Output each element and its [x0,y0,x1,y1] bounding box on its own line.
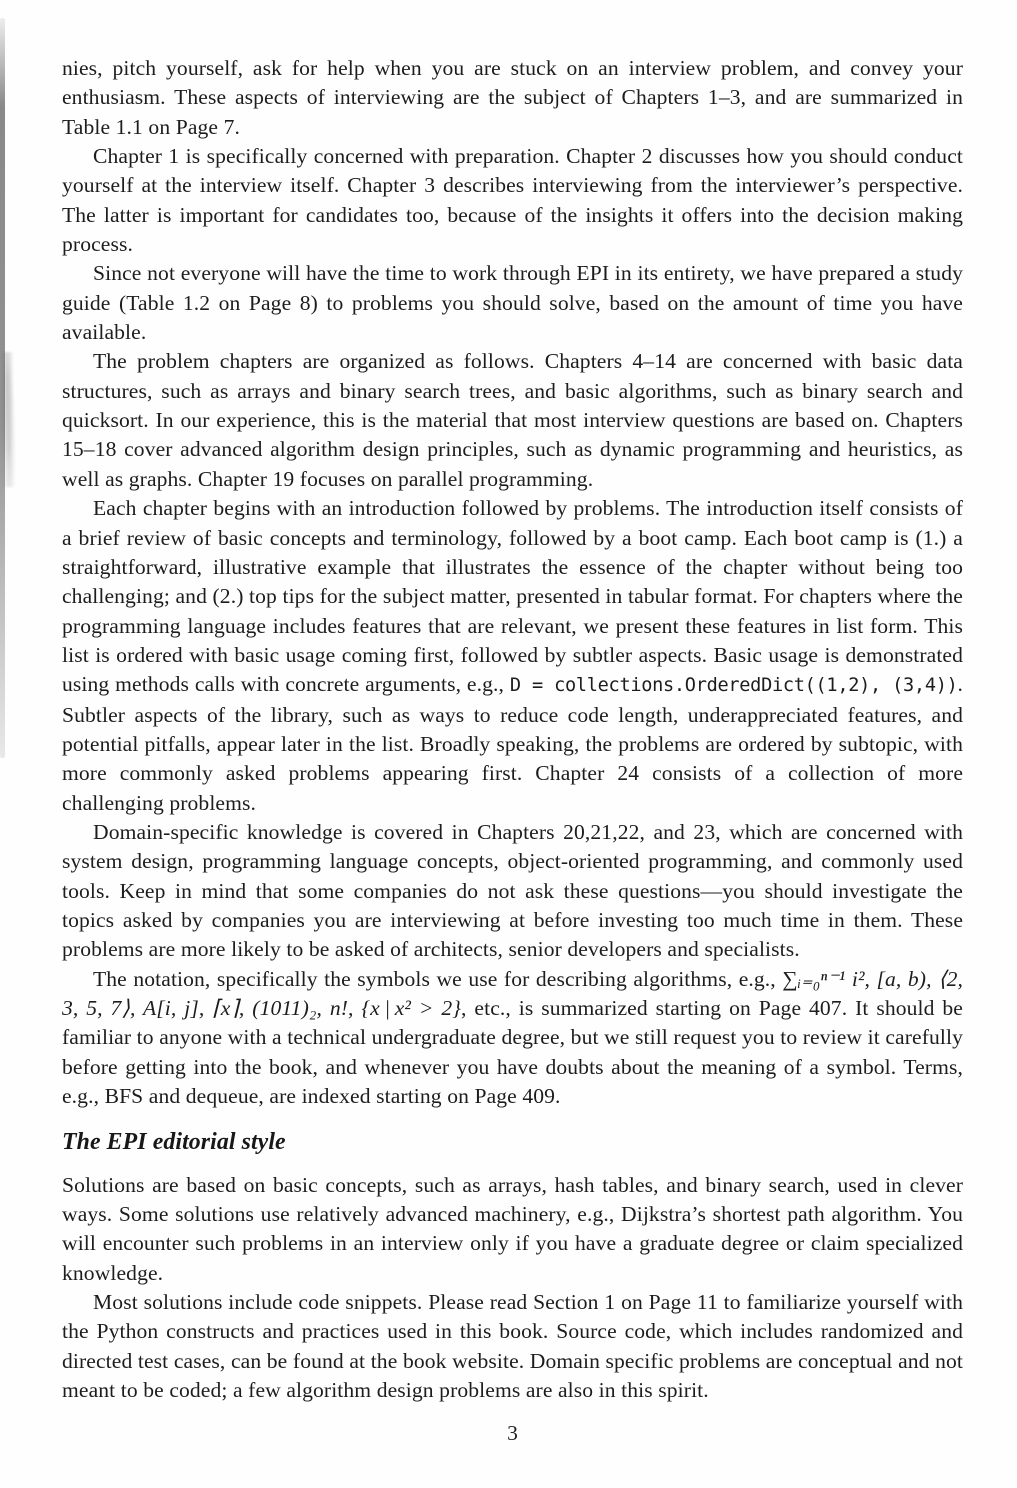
paragraph [62,347,963,494]
section-heading: The EPI editorial style [62,1129,286,1156]
text-run: The notation, specifically the symbols we use for describing algorithms, e.g., [93,966,783,991]
text-run: The problem chapters are organized as follows. Chapters 4–14 are concerned with basic data structures, such as arrays and binary search trees, and basic algorithms, such as binary search and quicksort. In our experience, this is the material that most interview questions are based on. Chapters 15–18 cover advanced algorithm design principles, such as dynamic programming and heuristics, as well as graphs. Chapter 19 focuses on parallel programming. [62,349,963,491]
text-run: Since not everyone will have the time to work through EPI in its entirety, we have prepared a study guide (Table 1.2 on Page 8) to problems you should solve, based on the amount of time you have available. [62,261,963,345]
page-body [62,54,963,1405]
paragraph [62,54,963,142]
paragraph [62,818,963,965]
inline-math: ∑ᵢ₌₀ⁿ⁻¹ i², [a, b), ⟨2, 3, 5, 7⟩, A[i, j], ⌈x⌉, (1011)₂, n!, {x | x² > 2} [62,966,963,1020]
text-run: Domain-specific knowledge is covered in Chapters 20,21,22, and 23, which are concerned with system design, programming language concepts, object-oriented programming, and commonly used tools. Keep in mind that some companies do not ask these questions—you should investigate the topics asked by companies you are interviewing at before investing too much time in them. These problems are more likely to be asked of architects, senior developers and specialists. [62,819,963,962]
paragraph [62,965,963,1112]
scan-smudge [2,352,15,487]
page-footer [62,1421,963,1446]
text-run: Each chapter begins with an introduction followed by problems. The introduction itself consists of a brief review of basic concepts and terminology, followed by a boot camp. Each boot camp is (1.) a straightforward, illustrative example that illustrates the essence of the chapter without being too challenging; and (2.) top tips for the subject matter, presented in tabular format. For chapters where the programming language includes features that are relevant, we present these features in list form. This list is ordered with basic usage coming first, followed by subtler aspects. Basic usage is demonstrated using methods calls with concrete arguments, e.g., [62,496,963,697]
text-run: Solutions are based on basic concepts, such as arrays, hash tables, and binary search, used in clever ways. Some solutions use relatively advanced machinery, e.g., Dijkstra’s shortest path algorithm. You will encounter such problems in an interview only if you have a graduate degree or claim specialized knowledge. [62,1172,963,1285]
paragraph [62,1288,963,1405]
paragraph [62,1171,963,1288]
inline-code: D = collections.OrderedDict((1,2), (3,4)) [509,675,958,697]
text-run: . Subtler aspects of the library, such as ways to reduce code length, underappreciated features, and potential pitfalls, appear later in the list. Broadly speaking, the problems are ordered by subtopic, with more commonly asked problems appearing first. Chapter 24 consists of a collection of more challenging problems. [62,672,964,815]
paragraph [62,259,963,347]
text-run: , etc., is summarized starting on Page 407. It should be familiar to anyone with a technical undergraduate degree, but we still request you to review it carefully before getting into the book, and whenever you have doubts about the meaning of a symbol. Terms, e.g., BFS and dequeue, are indexed starting on Page 409. [62,996,963,1109]
paragraph [62,494,963,818]
text-run: nies, pitch yourself, ask for help when you are stuck on an interview problem, and convey your enthusiasm. These aspects of interviewing are the subject of Chapters 1–3, and are summarized in Table 1.1 on Page 7. [62,56,963,139]
text-run: Chapter 1 is specifically concerned with preparation. Chapter 2 discusses how you should conduct yourself at the interview itself. Chapter 3 describes interviewing from the interviewer’s perspective. The latter is important for candidates too, because of the insights it offers into the decision making process. [62,144,963,257]
paragraph [62,142,963,259]
text-run: Most solutions include code snippets. Please read Section 1 on Page 11 to familiarize yourself with the Python constructs and practices used in this book. Source code, which includes randomized and directed test cases, can be found at the book website. Domain specific problems are conceptual and not meant to be coded; a few algorithm design problems are also in this spirit. [62,1290,963,1403]
page-number: 3 [507,1421,518,1445]
